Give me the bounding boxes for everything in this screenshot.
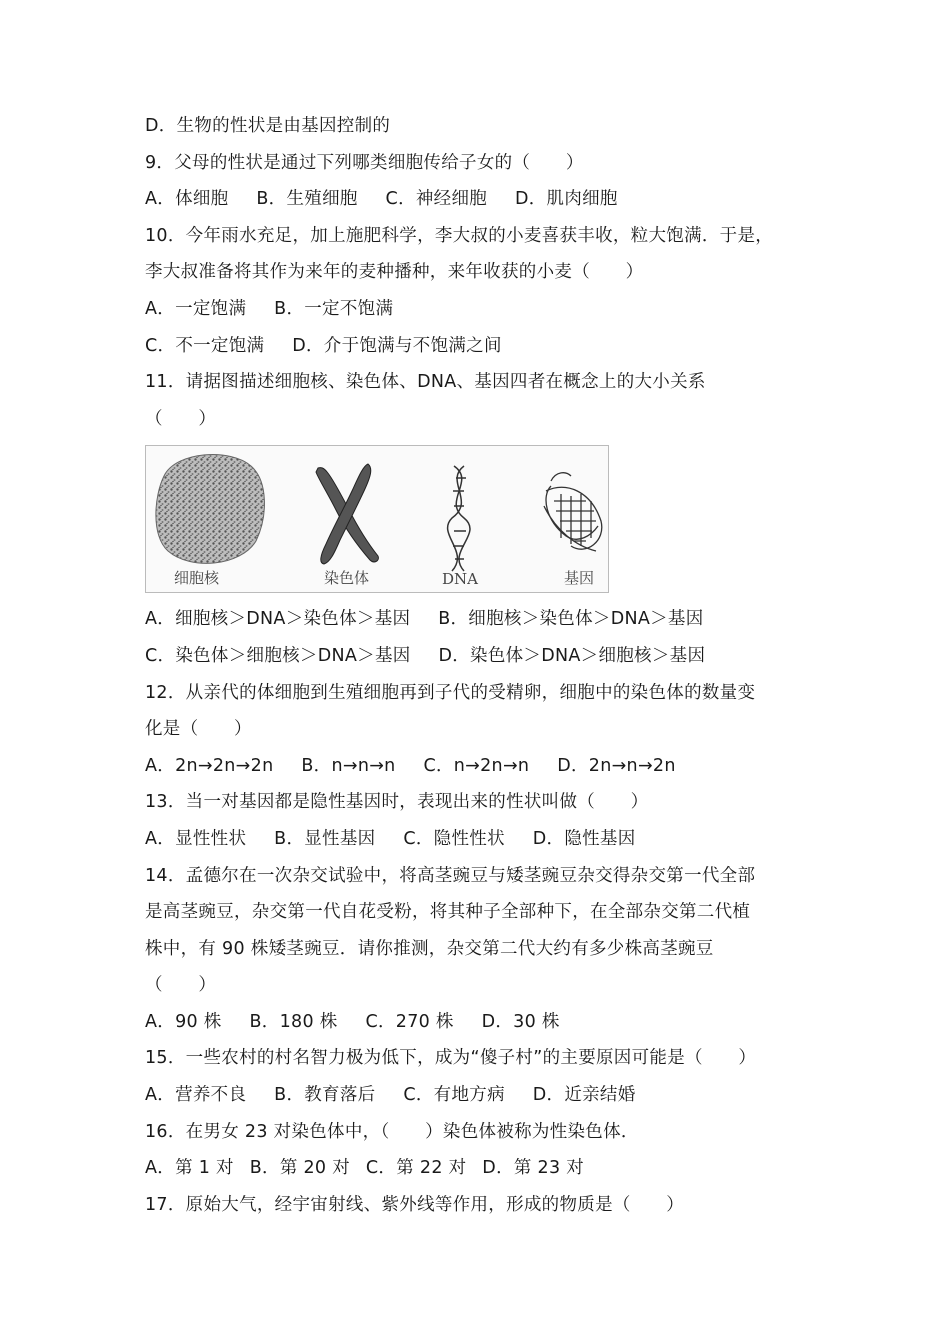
nucleus-icon [156, 455, 265, 564]
q13-options [145, 821, 825, 858]
q10-option-d: D．介于饱满与不饱满之间 [292, 335, 502, 356]
q15-option-d: D．近亲结婚 [532, 1085, 636, 1106]
q9-option-c: C．神经细胞 [385, 189, 488, 210]
q16-option-c: C．第 22 对 [365, 1158, 467, 1179]
q15-option-a: A．营养不良 [145, 1085, 247, 1106]
q13-stem: 13．当一对基因都是隐性基因时，表现出来的性状叫做（ ） [145, 792, 649, 813]
q12-stem-1: 12．从亲代的体细胞到生殖细胞再到子代的受精卵，细胞中的染色体的数量变 [145, 682, 756, 703]
q11-option-a: A．细胞核＞DNA＞染色体＞基因 [145, 609, 411, 630]
q14-option-d: D．30 株 [481, 1011, 560, 1032]
q8-option-d: D．生物的性状是由基因控制的 [145, 116, 391, 136]
caption-chromosome: 染色体 [324, 569, 370, 588]
q9-option-a: A．体细胞 [145, 189, 229, 210]
q13-option-c: C．隐性性状 [403, 828, 505, 849]
q12-option-a: A．2n→2n→2n [145, 755, 274, 776]
q16-option-d: D．第 23 对 [482, 1158, 585, 1179]
q15-stem: 15．一些农村的村名智力极为低下，成为“傻子村”的主要原因可能是（ ） [145, 1048, 757, 1069]
q14-stem-1: 14．孟德尔在一次杂交试验中，将高茎豌豆与矮茎豌豆杂交得杂交第一代全部 [145, 865, 756, 886]
q15-option-b: B．教育落后 [274, 1085, 376, 1106]
q14-option-c: C．270 株 [365, 1011, 454, 1032]
q12-option-c: C．n→2n→n [423, 755, 530, 776]
q14-stem-2: 是高茎豌豆，杂交第一代自花受粉，将其种子全部种下，在全部杂交第二代植 [145, 902, 751, 923]
q10-option-c: C．不一定饱满 [145, 335, 265, 356]
q13-option-b: B．显性基因 [274, 828, 376, 849]
caption-dna: DNA [442, 570, 478, 589]
q16-option-b: B．第 20 对 [249, 1158, 351, 1179]
caption-gene: 基因 [564, 569, 595, 588]
q10-stem-2: 李大叔准备将其作为来年的麦种播种，来年收获的小麦（ ） [145, 262, 644, 283]
q14-stem-3: 株中，有 90 株矮茎豌豆．请你推测，杂交第二代大约有多少株高茎豌豆 [145, 938, 714, 959]
q13-option-d: D．隐性基因 [532, 828, 636, 849]
q9-option-d: D．肌肉细胞 [514, 189, 618, 210]
q10-option-a: A．一定饱满 [145, 298, 247, 319]
q10-options-1 [145, 291, 825, 328]
exam-page [145, 108, 825, 1223]
q9-stem: 9．父母的性状是通过下列哪类细胞传给子女的（ ） [145, 152, 584, 173]
dna-icon [448, 466, 470, 571]
q11-stem-1: 11．请据图描述细胞核、染色体、DNA、基因四者在概念上的大小关系 [145, 372, 706, 393]
q14-options [145, 1004, 825, 1041]
q10-option-b: B．一定不饱满 [274, 298, 394, 319]
q10-options-2 [145, 328, 825, 365]
caption-nucleus: 细胞核 [174, 569, 220, 588]
q12-stem-2: 化是（ ） [145, 719, 252, 740]
q12-option-b: B．n→n→n [301, 755, 396, 776]
chromosome-icon [316, 464, 378, 564]
q11-option-c: C．染色体＞细胞核＞DNA＞基因 [145, 645, 411, 666]
q14-option-a: A．90 株 [145, 1011, 222, 1032]
q10-stem-1: 10．今年雨水充足，加上施肥科学，李大叔的小麦喜获丰收，粒大饱满．于是， [145, 225, 774, 246]
gene-icon [544, 473, 602, 551]
q11-stem-2: （ ） [145, 408, 217, 429]
q9-options [145, 181, 825, 218]
q11-option-b: B．细胞核＞染色体＞DNA＞基因 [438, 609, 704, 630]
q11-options-2 [145, 638, 825, 675]
q16-options [145, 1150, 825, 1187]
q11-option-d: D．染色体＞DNA＞细胞核＞基因 [438, 645, 706, 666]
q16-stem: 16．在男女 23 对染色体中，（ ）染色体被称为性染色体． [145, 1121, 639, 1142]
q12-options [145, 748, 825, 785]
q13-option-a: A．显性性状 [145, 828, 247, 849]
q16-option-a: A．第 1 对 [145, 1158, 234, 1179]
q17-stem: 17．原始大气，经宇宙射线、紫外线等作用，形成的物质是（ ） [145, 1194, 685, 1215]
q12-option-d: D．2n→n→2n [557, 755, 676, 776]
q11-options-1 [145, 601, 825, 638]
q14-stem-4: （ ） [145, 975, 217, 996]
q9-option-b: B．生殖细胞 [256, 189, 358, 210]
q15-options [145, 1077, 825, 1114]
q15-option-c: C．有地方病 [403, 1085, 505, 1106]
cell-structure-figure [145, 445, 609, 593]
q14-option-b: B．180 株 [249, 1011, 338, 1032]
